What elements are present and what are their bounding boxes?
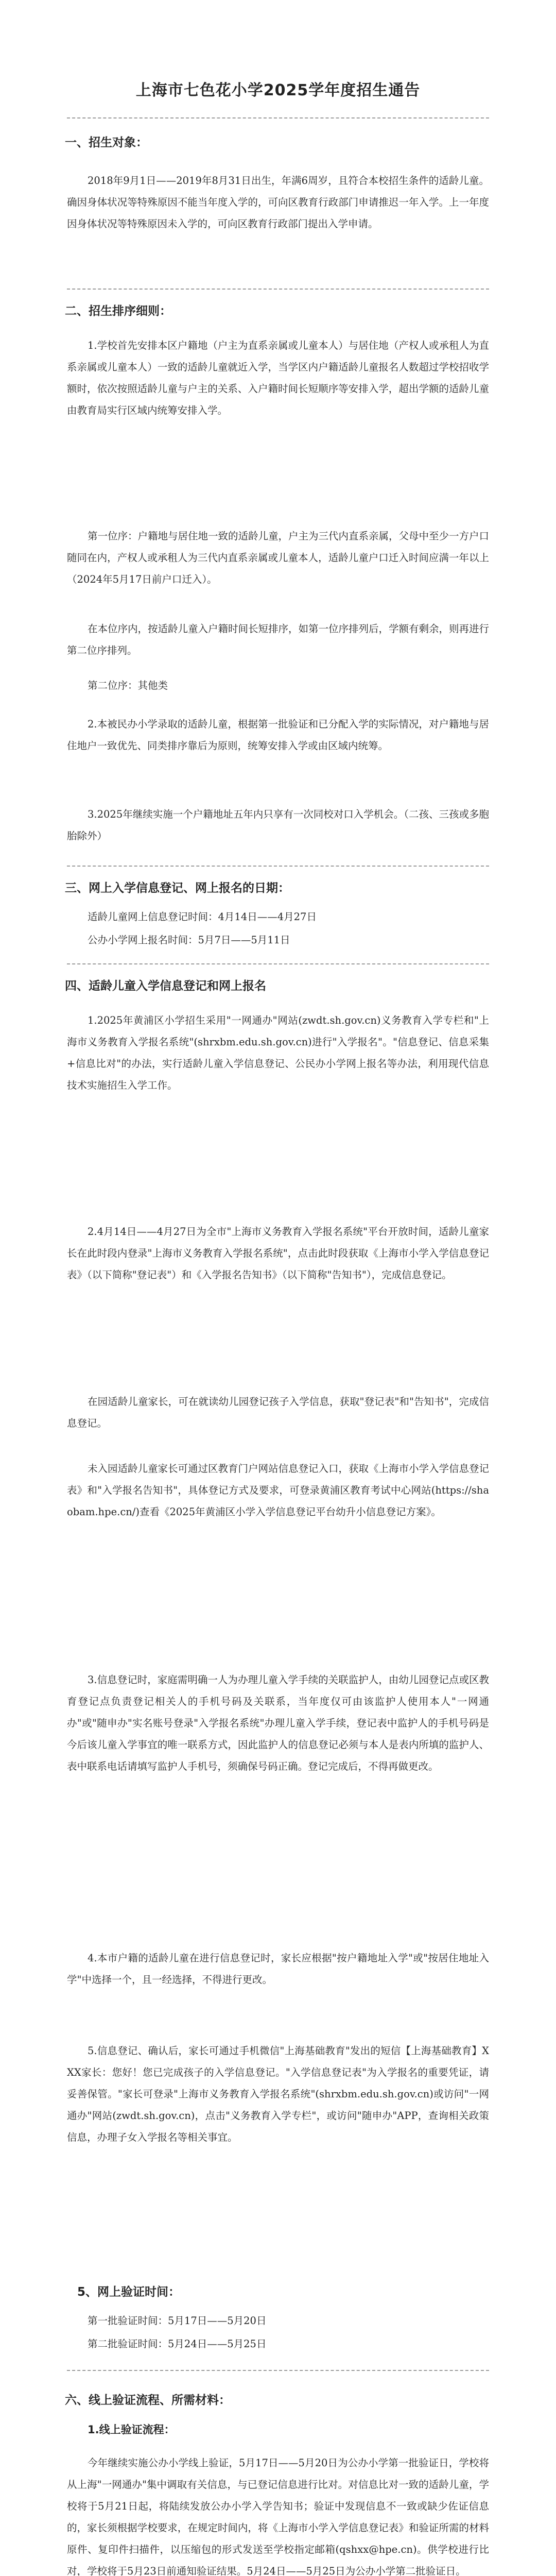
section-heading-6: 六、线上验证流程、所需材料： bbox=[65, 2394, 231, 2407]
paragraph: 4.本市户籍的适龄儿童在进行信息登记时，家长应根据"按户籍地址入学"或"按居住地址入学"中选择一个，且一经选择，不得进行更改。 bbox=[67, 1952, 489, 1986]
divider bbox=[67, 2370, 489, 2371]
paragraph: 5.信息登记、确认后，家长可通过手机微信"上海基础教育"发出的短信【上海基础教育】XXX家长：您好！您已完成孩子的入学信息登记。"入学信息登记表"为入学报名的重要凭证，请妥善保管。"家长可登录"上海市义务教育入学报名系统"(shrxbm.edu.sh.gov.cn)或访问"一网通办"网站(zwdt.sh.gov.cn)，点击"义务教育入学专栏"，或访问"随申办"APP，查询相关政策信息，办理子女入学报名等相关事宜。 bbox=[67, 2045, 489, 2143]
divider bbox=[67, 289, 489, 290]
divider bbox=[67, 963, 489, 964]
date-line: 适龄儿童网上信息登记时间：4月14日——4月27日 bbox=[88, 911, 317, 923]
section-heading-2: 二、招生排序细则： bbox=[65, 304, 171, 318]
divider bbox=[67, 866, 489, 867]
paragraph: 1.2025年黄浦区小学招生采用"一网通办"网站(zwdt.sh.gov.cn)义务教育入学专栏和"上海市义务教育入学报名系统"(shrxbm.edu.sh.gov.cn)进行"入学报名"。"信息登记、信息采集+信息比对"的办法，实行适龄儿童入学信息登记、公民办小学网上报名等办法，利用现代信息技术实施招生入学工作。 bbox=[67, 1014, 489, 1091]
paragraph: 在本位序内，按适龄儿童入户籍时间长短排序，如第一位序排列后，学额有剩余，则再进行第二位序排列。 bbox=[67, 623, 490, 656]
paragraph: 在园适龄儿童家长，可在就读幼儿园登记孩子入学信息，获取"登记表"和"告知书"，完成信息登记。 bbox=[67, 1396, 489, 1429]
date-line: 第二批验证时间：5月24日——5月25日 bbox=[88, 2338, 267, 2350]
verify-time-heading: 5、网上验证时间： bbox=[77, 2285, 181, 2299]
paragraph: 3.信息登记时，家庭需明确一人为办理儿童入学手续的关联监护人，由幼儿园登记点或区教育登记点负责登记相关人的手机号码及关联系，当年度仅可由该监护人使用本人"一网通办"或"随申办"实名账号登录"入学报名系统"办理儿童入学手续，登记表中监护人的手机号码是今后该儿童入学事宜的唯一联系方式，因此监护人的信息登记必须与本人是表内所填的监护人、表中联系电话请填写监护人手机号，须确保号码正确。登记完成后，不得再做更改。 bbox=[67, 1674, 489, 1772]
date-line: 第一批验证时间：5月17日——5月20日 bbox=[88, 2315, 267, 2327]
section-heading-3: 三、网上入学信息登记、网上报名的日期： bbox=[65, 882, 290, 895]
paragraph: 2.4月14日——4月27日为全市"上海市义务教育入学报名系统"平台开放时间，适龄儿童家长在此时段内登录"上海市义务教育入学报名系统"，点击此时段获取《上海市小学入学信息登记表》（以下简称"登记表"）和《入学报名告知书》（以下简称"告知书"），完成信息登记。 bbox=[67, 1226, 489, 1281]
page-title: 上海市七色花小学2025学年度招生通告 bbox=[135, 81, 421, 99]
subheading: 1.线上验证流程： bbox=[88, 2424, 175, 2436]
paragraph: 第二位序：其他类 bbox=[88, 680, 168, 691]
paragraph: 未入园适龄儿童家长可通过区教育门户网站信息登记入口，获取《上海市小学入学信息登记表》和"入学报名告知书"，具体登记方式及要求，可登录黄浦区教育考试中心网站(https://shaobam.hpe.cn/)查看《2025年黄浦区小学入学信息登记平台幼升小信息登记方案》。 bbox=[67, 1463, 490, 1518]
section-heading-4: 四、适龄儿童入学信息登记和网上报名 bbox=[65, 979, 266, 993]
divider bbox=[67, 117, 489, 118]
date-line: 公办小学网上报名时间：5月7日——5月11日 bbox=[88, 934, 290, 946]
section-heading-1: 一、招生对象： bbox=[65, 136, 148, 149]
paragraph: 2018年9月1日——2019年8月31日出生，年满6周岁，且符合本校招生条件的适龄儿童。确因身体状况等特殊原因不能当年度入学的，可向区教育行政部门申请推迟一年入学。上一年度因身体状况等特殊原因未入学的，可向区教育行政部门提出入学申请。 bbox=[67, 175, 489, 230]
paragraph: 第一位序：户籍地与居住地一致的适龄儿童，户主为三代内直系亲属，父母中至少一方户口随同在内，产权人或承租人为三代内直系亲属或儿童本人，适龄儿童户口迁入时间应满一年以上（2024年5月17日前户口迁入）。 bbox=[67, 530, 490, 585]
paragraph: 3.2025年继续实施一个户籍地址五年内只享有一次同校对口入学机会。（二孩、三孩或多胞胎除外） bbox=[67, 808, 489, 842]
paragraph: 1.学校首先安排本区户籍地（户主为直系亲属或儿童本人）与居住地（产权人或承租人为直系亲属或儿童本人）一致的适龄儿童就近入学，当学区内户籍适龄儿童报名人数超过学校招收学额时，依次按照适龄儿童与户主的关系、入户籍时间长短顺序等安排入学，超出学额的适龄儿童由教育局实行区域内统筹安排入学。 bbox=[67, 340, 489, 416]
paragraph: 2.本被民办小学录取的适龄儿童，根据第一批验证和已分配入学的实际情况，对户籍地与居住地户一致优先、同类排序靠后为原则，统筹安排入学或由区域内统筹。 bbox=[67, 718, 489, 752]
paragraph: 今年继续实施公办小学线上验证，5月17日——5月20日为公办小学第一批验证日，学校将从上海"一网通办"集中调取有关信息，与已登记信息进行比对。对信息比对一致的适龄儿童，学校将于5月21日起，将陆续发放公办小学入学告知书；验证中发现信息不一致或缺少佐证信息的，家长须根据学校要求，在规定时间内，将《上海市小学入学信息登记表》和验证所需的材料原件、复印件扫描件，以压缩包的形式发送至学校指定邮箱(qshxx@hpe.cn)。供学校进行比对，学校将于5月23日前通知验证结果。5月24日——5月25日为公办小学第二批验证日。 bbox=[67, 2457, 489, 2576]
